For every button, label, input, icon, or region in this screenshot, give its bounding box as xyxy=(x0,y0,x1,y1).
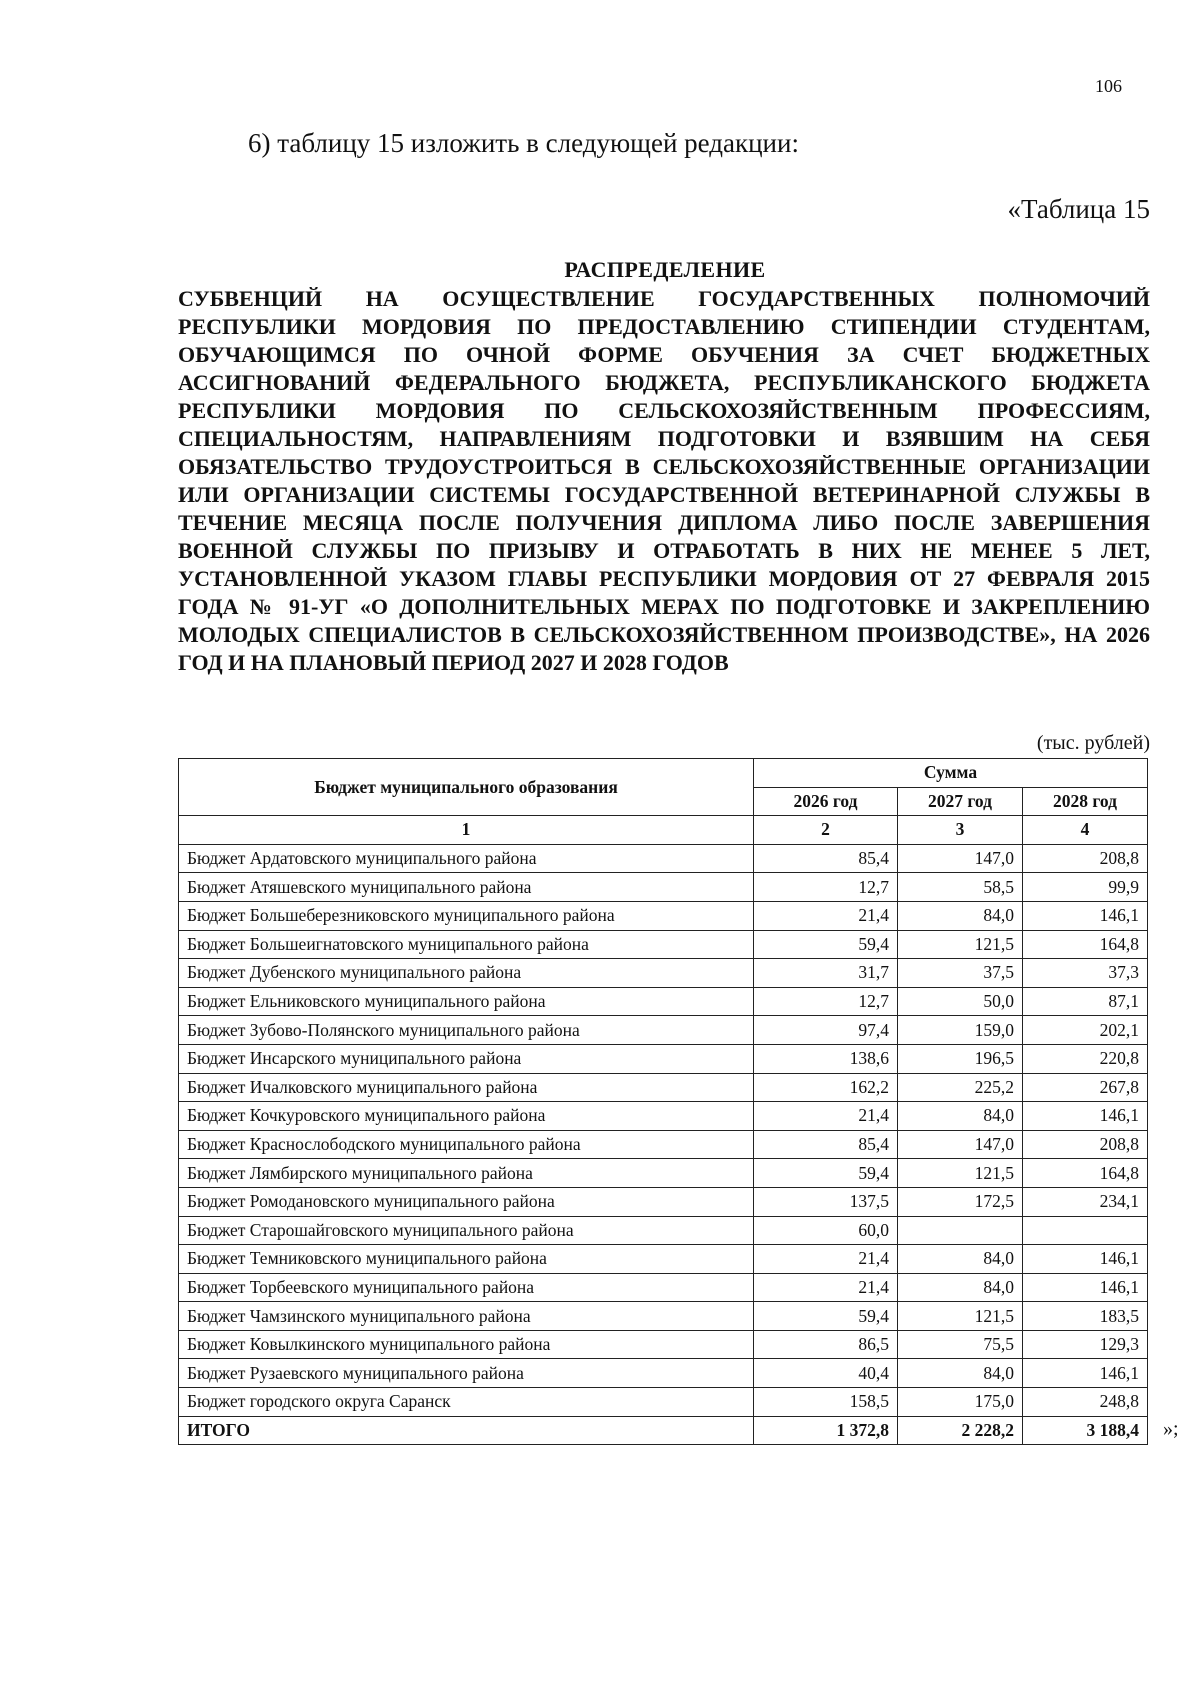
row-value-2026: 21,4 xyxy=(754,1102,898,1131)
table-row xyxy=(179,987,1148,1016)
row-value-2027: 225,2 xyxy=(898,1073,1023,1102)
row-value-2026: 162,2 xyxy=(754,1073,898,1102)
row-value-2026: 12,7 xyxy=(754,873,898,902)
row-value-2028: 146,1 xyxy=(1023,1359,1148,1388)
row-value-2026: 97,4 xyxy=(754,1016,898,1045)
header-year-2028: 2028 год xyxy=(1023,787,1148,816)
row-budget-name: Бюджет Атяшевского муниципального района xyxy=(179,873,754,902)
row-value-2028: 202,1 xyxy=(1023,1016,1148,1045)
row-value-2026: 21,4 xyxy=(754,1245,898,1274)
budget-table xyxy=(178,758,1148,1445)
row-budget-name: Бюджет Ичалковского муниципального района xyxy=(179,1073,754,1102)
row-value-2027: 147,0 xyxy=(898,844,1023,873)
header-year-2026: 2026 год xyxy=(754,787,898,816)
table-row xyxy=(179,1073,1148,1102)
row-value-2028: 129,3 xyxy=(1023,1330,1148,1359)
table-row xyxy=(179,1216,1148,1245)
row-value-2028: 208,8 xyxy=(1023,844,1148,873)
table-row xyxy=(179,1159,1148,1188)
table-row xyxy=(179,1359,1148,1388)
row-budget-name: Бюджет Дубенского муниципального района xyxy=(179,959,754,988)
row-value-2026: 59,4 xyxy=(754,1302,898,1331)
row-value-2027: 58,5 xyxy=(898,873,1023,902)
row-budget-name: Бюджет Большеигнатовского муниципального района xyxy=(179,930,754,959)
column-number: 3 xyxy=(898,816,1023,845)
row-budget-name: Бюджет Ельниковского муниципального района xyxy=(179,987,754,1016)
row-value-2028: 183,5 xyxy=(1023,1302,1148,1331)
column-number: 4 xyxy=(1023,816,1148,845)
row-budget-name: Бюджет Рузаевского муниципального района xyxy=(179,1359,754,1388)
row-value-2027: 84,0 xyxy=(898,1273,1023,1302)
row-value-2027: 196,5 xyxy=(898,1044,1023,1073)
row-budget-name: Бюджет Ардатовского муниципального района xyxy=(179,844,754,873)
row-value-2026: 59,4 xyxy=(754,930,898,959)
row-value-2026: 137,5 xyxy=(754,1187,898,1216)
row-budget-name: Бюджет Торбеевского муниципального района xyxy=(179,1273,754,1302)
row-value-2028: 99,9 xyxy=(1023,873,1148,902)
row-value-2026: 138,6 xyxy=(754,1044,898,1073)
row-value-2028: 146,1 xyxy=(1023,1273,1148,1302)
row-value-2027: 175,0 xyxy=(898,1388,1023,1417)
table-row xyxy=(179,930,1148,959)
heading-body: СУБВЕНЦИЙ НА ОСУЩЕСТВЛЕНИЕ ГОСУДАРСТВЕННЫХ ПОЛНОМОЧИЙ РЕСПУБЛИКИ МОРДОВИЯ ПО ПРЕДОСТАВЛЕНИЮ СТИПЕНДИИ СТУДЕНТАМ, ОБУЧАЮЩИМСЯ ПО ОЧНОЙ ФОРМЕ ОБУЧЕНИЯ ЗА СЧЕТ БЮДЖЕТНЫХ АССИГНОВАНИЙ ФЕДЕРАЛЬНОГО БЮДЖЕТА, РЕСПУБЛИКАНСКОГО БЮДЖЕТА РЕСПУБЛИКИ МОРДОВИЯ ПО СЕЛЬСКОХОЗЯЙСТВЕННЫМ ПРОФЕССИЯМ, СПЕЦИАЛЬНОСТЯМ, НАПРАВЛЕНИЯМ ПОДГОТОВКИ И ВЗЯВШИМ НА СЕБЯ ОБЯЗАТЕЛЬСТВО ТРУДОУСТРОИТЬСЯ В СЕЛЬСКОХОЗЯЙСТВЕННЫЕ ОРГАНИЗАЦИИ ИЛИ ОРГАНИЗАЦИИ СИСТЕМЫ ГОСУДАРСТВЕННОЙ ВЕТЕРИНАРНОЙ СЛУЖБЫ В ТЕЧЕНИЕ МЕСЯЦА ПОСЛЕ ПОЛУЧЕНИЯ ДИПЛОМА ЛИБО ПОСЛЕ ЗАВЕРШЕНИЯ ВОЕННОЙ СЛУЖБЫ ПО ПРИЗЫВУ И ОТРАБОТАТЬ В НИХ НЕ МЕНЕЕ 5 ЛЕТ, УСТАНОВЛЕННОЙ УКАЗОМ ГЛАВЫ РЕСПУБЛИКИ МОРДОВИЯ ОТ 27 ФЕВРАЛЯ 2015 ГОДА № 91-УГ «О ДОПОЛНИТЕЛЬНЫХ МЕРАХ ПО ПОДГОТОВКЕ И ЗАКРЕПЛЕНИЮ МОЛОДЫХ СПЕЦИАЛИСТОВ В СЕЛЬСКОХОЗЯЙСТВЕННОМ ПРОИЗВОДСТВЕ», НА 2026 ГОД И НА ПЛАНОВЫЙ ПЕРИОД 2027 И 2028 ГОДОВ xyxy=(178,286,1150,675)
row-value-2026: 86,5 xyxy=(754,1330,898,1359)
column-number: 2 xyxy=(754,816,898,845)
row-value-2026: 158,5 xyxy=(754,1388,898,1417)
row-value-2026: 21,4 xyxy=(754,1273,898,1302)
row-value-2026: 21,4 xyxy=(754,901,898,930)
row-value-2027: 37,5 xyxy=(898,959,1023,988)
row-value-2028: 146,1 xyxy=(1023,901,1148,930)
row-budget-name: Бюджет Темниковского муниципального района xyxy=(179,1245,754,1274)
table-row xyxy=(179,1187,1148,1216)
row-value-2026: 85,4 xyxy=(754,844,898,873)
row-value-2026: 40,4 xyxy=(754,1359,898,1388)
row-value-2027: 84,0 xyxy=(898,1102,1023,1131)
row-value-2026: 59,4 xyxy=(754,1159,898,1188)
units-label: (тыс. рублей) xyxy=(1036,732,1150,754)
row-value-2028: 146,1 xyxy=(1023,1245,1148,1274)
row-value-2026: 85,4 xyxy=(754,1130,898,1159)
row-value-2027: 50,0 xyxy=(898,987,1023,1016)
row-budget-name: Бюджет Краснослободского муниципального района xyxy=(179,1130,754,1159)
row-budget-name: Бюджет Лямбирского муниципального района xyxy=(179,1159,754,1188)
table-row xyxy=(179,901,1148,930)
row-budget-name: Бюджет городского округа Саранск xyxy=(179,1388,754,1417)
row-value-2027: 84,0 xyxy=(898,1359,1023,1388)
row-value-2026: 31,7 xyxy=(754,959,898,988)
row-value-2028: 164,8 xyxy=(1023,930,1148,959)
row-value-2027: 147,0 xyxy=(898,1130,1023,1159)
total-2028: 3 188,4 xyxy=(1023,1416,1148,1445)
row-value-2027: 75,5 xyxy=(898,1330,1023,1359)
table-row xyxy=(179,1102,1148,1131)
row-value-2028: 234,1 xyxy=(1023,1187,1148,1216)
row-budget-name: Бюджет Большеберезниковского муниципального района xyxy=(179,901,754,930)
header-sum: Сумма xyxy=(754,759,1148,788)
row-value-2027: 121,5 xyxy=(898,1159,1023,1188)
row-budget-name: Бюджет Кочкуровского муниципального района xyxy=(179,1102,754,1131)
row-value-2027: 121,5 xyxy=(898,930,1023,959)
table-row xyxy=(179,844,1148,873)
header-budget-name: Бюджет муниципального образования xyxy=(179,759,754,816)
table-row xyxy=(179,1273,1148,1302)
total-2027: 2 228,2 xyxy=(898,1416,1023,1445)
table-row xyxy=(179,1245,1148,1274)
table-row xyxy=(179,959,1148,988)
row-value-2028: 248,8 xyxy=(1023,1388,1148,1417)
table-row xyxy=(179,1130,1148,1159)
row-value-2027: 84,0 xyxy=(898,901,1023,930)
table-row xyxy=(179,873,1148,902)
row-budget-name: Бюджет Инсарского муниципального района xyxy=(179,1044,754,1073)
row-value-2028: 146,1 xyxy=(1023,1102,1148,1131)
table-row xyxy=(179,1044,1148,1073)
total-2026: 1 372,8 xyxy=(754,1416,898,1445)
header-year-2027: 2027 год xyxy=(898,787,1023,816)
heading-title: РАСПРЕДЕЛЕНИЕ xyxy=(564,257,766,282)
row-value-2027 xyxy=(898,1216,1023,1245)
row-budget-name: Бюджет Старошайговского муниципального района xyxy=(179,1216,754,1245)
total-label: ИТОГО xyxy=(179,1416,754,1445)
row-value-2027: 172,5 xyxy=(898,1187,1023,1216)
row-budget-name: Бюджет Чамзинского муниципального района xyxy=(179,1302,754,1331)
column-numbers-row xyxy=(179,816,1148,845)
row-value-2028: 37,3 xyxy=(1023,959,1148,988)
row-value-2028: 87,1 xyxy=(1023,987,1148,1016)
total-row xyxy=(179,1416,1148,1445)
row-value-2028: 208,8 xyxy=(1023,1130,1148,1159)
page-number: 106 xyxy=(1095,76,1122,96)
table-label: «Таблица 15 xyxy=(1007,194,1150,224)
table-row xyxy=(179,1388,1148,1417)
column-number: 1 xyxy=(179,816,754,845)
table-row xyxy=(179,1302,1148,1331)
row-value-2026: 12,7 xyxy=(754,987,898,1016)
row-budget-name: Бюджет Ковылкинского муниципального района xyxy=(179,1330,754,1359)
intro-text: 6) таблицу 15 изложить в следующей редакции: xyxy=(248,128,799,158)
row-value-2028: 267,8 xyxy=(1023,1073,1148,1102)
table-row xyxy=(179,1330,1148,1359)
row-budget-name: Бюджет Ромодановского муниципального района xyxy=(179,1187,754,1216)
row-value-2027: 84,0 xyxy=(898,1245,1023,1274)
row-value-2027: 121,5 xyxy=(898,1302,1023,1331)
row-value-2028 xyxy=(1023,1216,1148,1245)
row-value-2028: 164,8 xyxy=(1023,1159,1148,1188)
row-budget-name: Бюджет Зубово-Полянского муниципального района xyxy=(179,1016,754,1045)
table-row xyxy=(179,1016,1148,1045)
row-value-2028: 220,8 xyxy=(1023,1044,1148,1073)
row-value-2026: 60,0 xyxy=(754,1216,898,1245)
closing-quote: »; xyxy=(1163,1418,1179,1440)
row-value-2027: 159,0 xyxy=(898,1016,1023,1045)
